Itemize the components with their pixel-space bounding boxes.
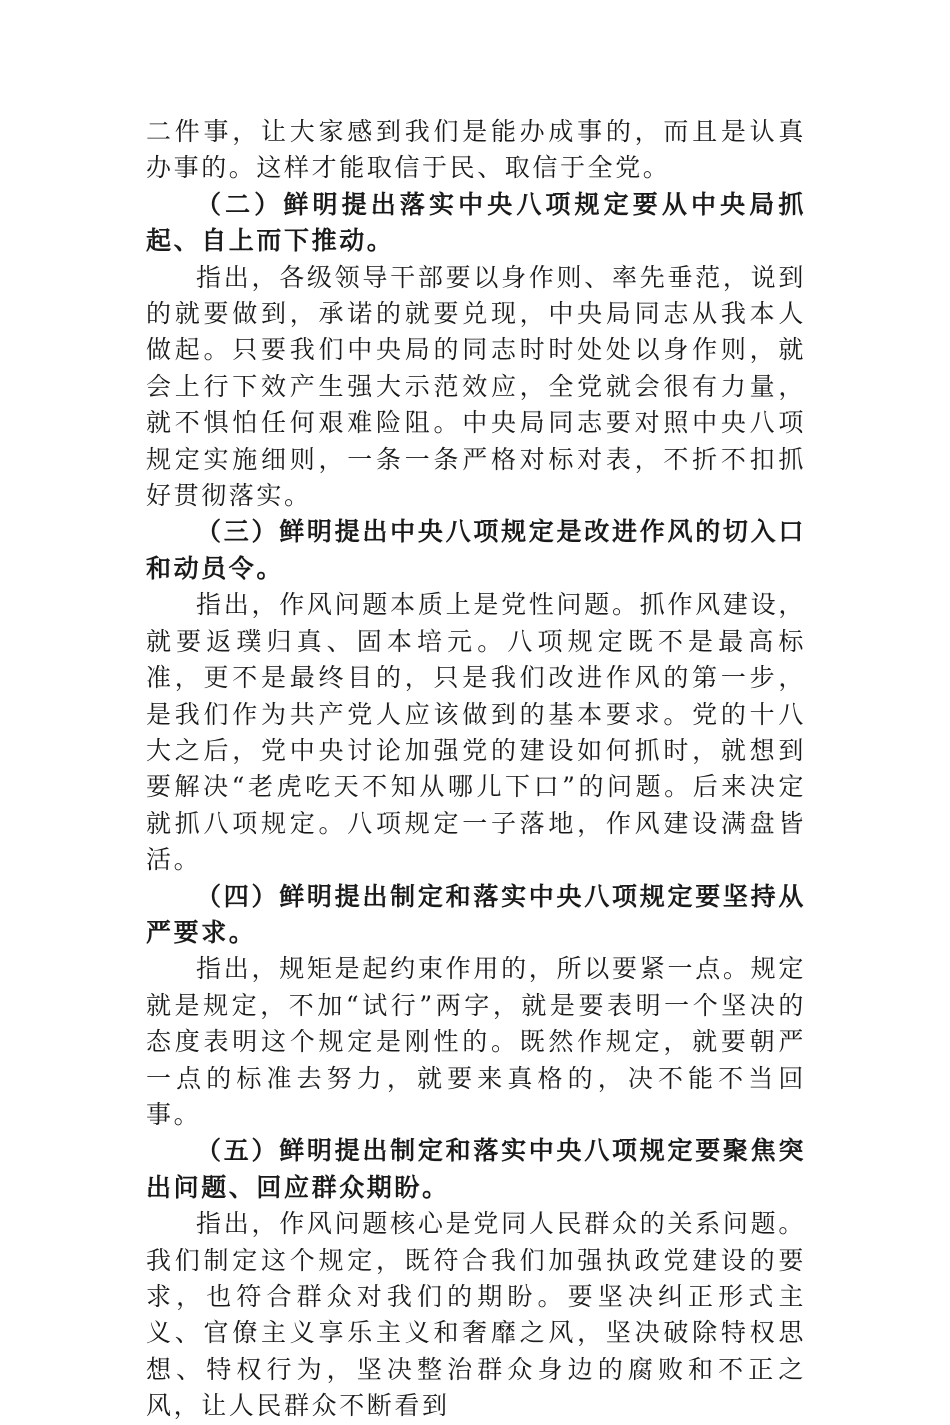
continuation-paragraph: 二件事，让大家感到我们是能办成事的，而且是认真办事的。这样才能取信于民、取信于全党。: [146, 117, 806, 183]
section-heading-4: （四）鲜明提出制定和落实中央八项规定要坚持从严要求。: [146, 881, 806, 947]
body-paragraph-3: 指出，作风问题本质上是党性问题。抓作风建设，就要返璞归真、固本培元。八项规定既不是最高标准，更不是最终目的，只是我们改进作风的第一步，是我们作为共产党人应该做到的基本要求。党的十八大之后，党中央讨论加强党的建设如何抓时，就想到要解决“老虎吃天不知从哪儿下口”的问题。后来决定就抓八项规定。八项规定一子落地，作风建设满盘皆活。: [146, 590, 806, 875]
body-paragraph-5: 指出，作风问题核心是党同人民群众的关系问题。我们制定这个规定，既符合我们加强执政党建设的要求，也符合群众对我们的期盼。要坚决纠正形式主义、官僚主义享乐主义和奢靡之风，坚决破除特权思想、特权行为，坚决整治群众身边的腐败和不正之风，让人民群众不断看到: [146, 1209, 806, 1421]
section-heading-2: （二）鲜明提出落实中央八项规定要从中央局抓起、自上而下推动。: [146, 189, 806, 256]
section-heading-5: （五）鲜明提出制定和落实中央八项规定要聚焦突出问题、回应群众期盼。: [146, 1136, 806, 1202]
document-body: [146, 114, 806, 1425]
body-paragraph-2: 指出，各级领导干部要以身作则、率先垂范，说到的就要做到，承诺的就要兑现，中央局同志从我本人做起。只要我们中央局的同志时时处处以身作则，就会上行下效产生强大示范效应，全党就会很有力量，就不惧怕任何艰难险阻。中央局同志要对照中央八项规定实施细则，一条一条严格对标对表，不折不扣抓好贯彻落实。: [146, 262, 806, 511]
section-heading-3: （三）鲜明提出中央八项规定是改进作风的切入口和动员令。: [146, 517, 806, 583]
body-paragraph-4: 指出，规矩是起约束作用的，所以要紧一点。规定就是规定，不加“试行”两字，就是要表明一个坚决的态度表明这个规定是刚性的。既然作规定，就要朝严一点的标准去努力，就要来真格的，决不能不当回事。: [146, 954, 806, 1129]
